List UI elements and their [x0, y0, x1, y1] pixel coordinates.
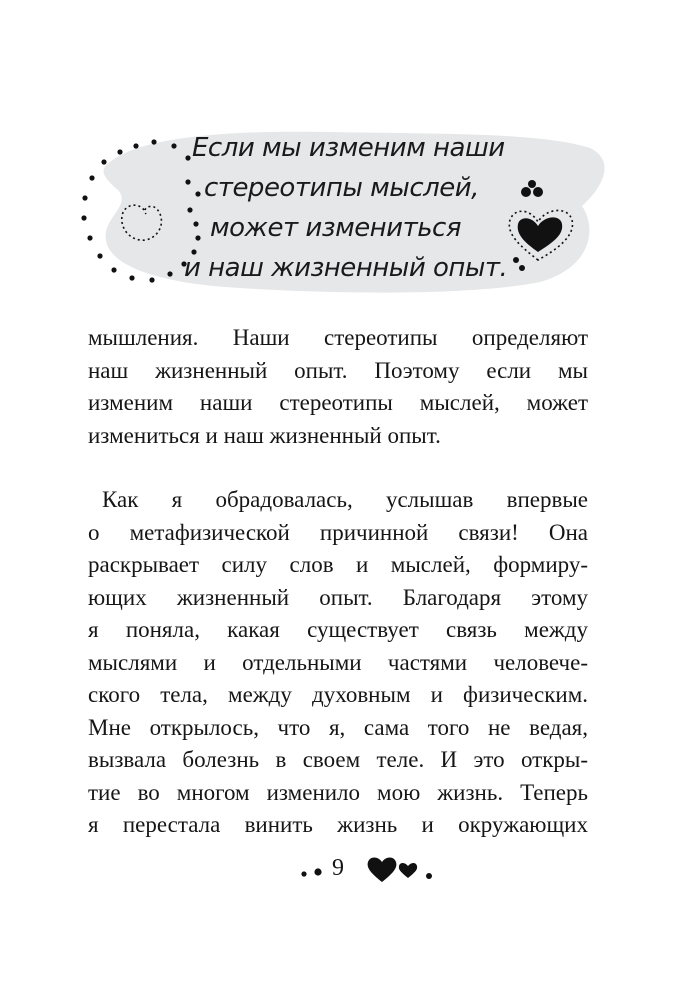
- text-line: ющих жизненный опыт. Благодаря этому: [88, 584, 588, 610]
- text-line: Мне открылось, что я, сама того не ведая,: [88, 714, 588, 740]
- text-line: изменим наши стереотипы мыслей, может: [88, 390, 588, 415]
- footer-ornament: [290, 852, 450, 892]
- text-line: мышления. Наши стереотипы определяют: [88, 325, 588, 350]
- quote-line: стереотипы мыслей,: [204, 173, 479, 203]
- text-line: мыслями и отдельными частями человече-: [88, 649, 588, 675]
- text-line: я перестала винить жизнь и окружающих: [88, 812, 588, 837]
- text-line: измениться и наш жизненный опыт.: [88, 422, 441, 448]
- heart-icon: [368, 858, 397, 883]
- text-line: Как я обрадовалась, услышав впервые: [102, 487, 588, 512]
- page-number: 9: [332, 855, 344, 881]
- dot-icon: [314, 868, 321, 875]
- quote-line: Если мы изменим наши: [192, 133, 505, 163]
- paragraph-2: [88, 484, 588, 842]
- paragraph-1: [88, 322, 588, 452]
- text-line: о метафизической причинной связи! Она: [88, 519, 588, 545]
- dot-icon: [301, 871, 306, 876]
- dot-icon: [426, 873, 432, 879]
- text-line: раскрывает силу слов и мыслей, формиру-: [88, 552, 588, 577]
- text-line: наш жизненный опыт. Поэтому если мы: [88, 357, 588, 383]
- quote-text: [182, 128, 508, 288]
- text-line: вызвала болезнь в своем теле. И это откры-: [88, 747, 588, 772]
- quote-line: и наш жизненный опыт.: [184, 253, 508, 283]
- page-footer: [290, 852, 450, 892]
- quote-callout: [70, 110, 610, 310]
- text-line: я поняла, какая существует связь между: [88, 617, 588, 642]
- text-line: ского тела, между духовным и физическим.: [88, 682, 588, 707]
- text-line: тие во многом изменило мою жизнь. Теперь: [88, 779, 588, 805]
- heart-icon: [399, 863, 417, 878]
- quote-line: может измениться: [210, 213, 461, 243]
- body-text: [88, 322, 588, 842]
